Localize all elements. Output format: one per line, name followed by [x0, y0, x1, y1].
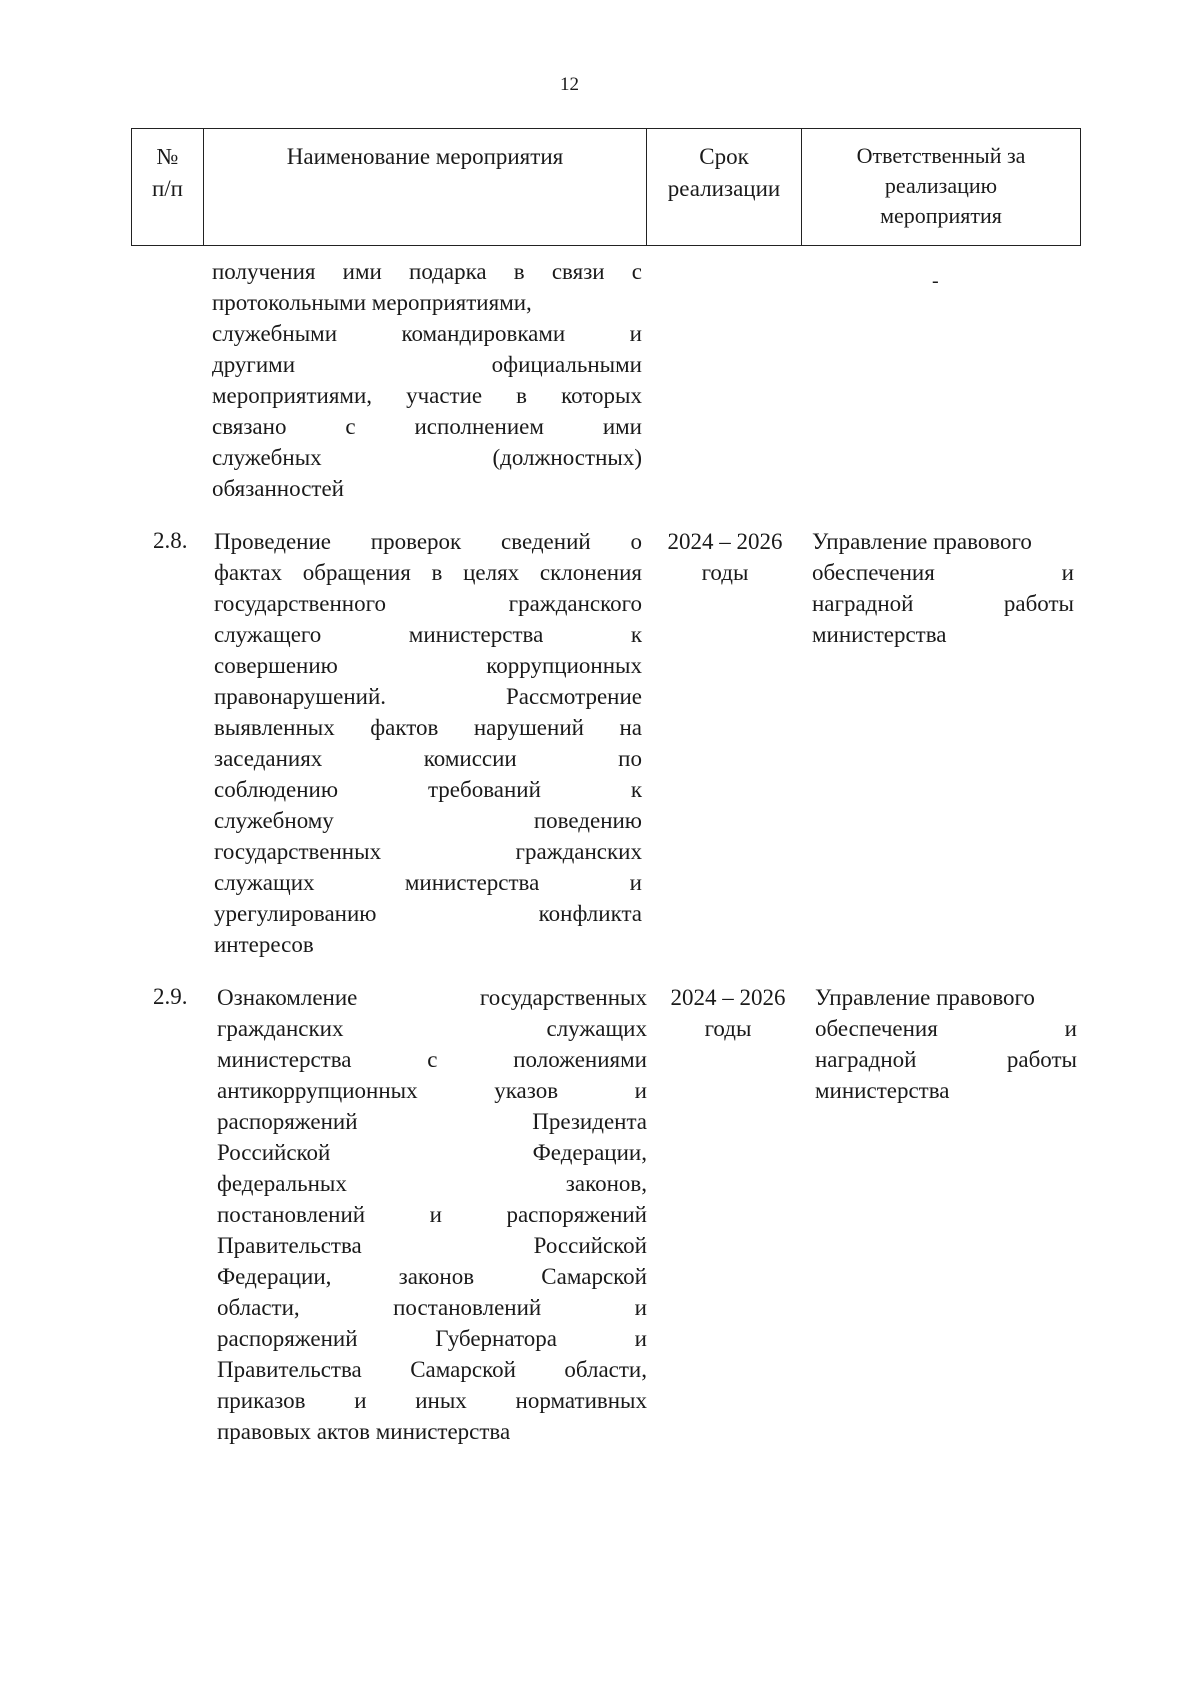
text-line: заседаниях комиссии по — [214, 746, 642, 771]
term-line: 2024 – 2026 — [670, 985, 786, 1010]
header-term-line: Срок — [699, 144, 749, 169]
text-line: Проведение проверок сведений о — [214, 529, 642, 554]
text-line: урегулированию конфликта — [214, 901, 642, 926]
header-responsible-line: мероприятия — [880, 203, 1002, 228]
resp-line: министерства — [815, 1078, 950, 1103]
text-line: области, постановлений и — [217, 1295, 647, 1320]
header-responsible — [801, 129, 1081, 245]
text-line: интересов — [214, 932, 314, 957]
text-line: служебных (должностных) — [212, 445, 642, 470]
term-line: годы — [704, 1016, 752, 1041]
row-responsible — [815, 982, 1077, 1106]
text-line: Правительства Российской — [217, 1233, 647, 1258]
text-line: выявленных фактов нарушений на — [214, 715, 642, 740]
resp-line: министерства — [812, 622, 947, 647]
text-line: Правительства Самарской области, — [217, 1357, 647, 1382]
row-responsible — [812, 526, 1074, 650]
text-line: получения ими подарка в связи с — [212, 259, 642, 284]
term-line: годы — [701, 560, 749, 585]
resp-line: наградной работы — [812, 591, 1074, 616]
text-line: служебными командировками и — [212, 321, 642, 346]
text-line: связано с исполнением ими — [212, 414, 642, 439]
text-line: служебному поведению — [214, 808, 642, 833]
text-line: обязанностей — [212, 476, 344, 501]
text-line: совершению коррупционных — [214, 653, 642, 678]
text-line: соблюдению требований к — [214, 777, 642, 802]
row-number: 2.8. — [153, 528, 188, 553]
header-term-line: реализации — [667, 176, 781, 201]
header-num-line: п/п — [151, 176, 183, 201]
text-line: фактах обращения в целях склонения — [214, 560, 642, 585]
text-line: Федерации, законов Самарской — [217, 1264, 647, 1289]
text-line: протокольными мероприятиями, — [212, 290, 532, 315]
text-line: правовых актов министерства — [217, 1419, 511, 1444]
header-num — [131, 129, 203, 245]
header-name-text: Наименование мероприятия — [286, 144, 564, 169]
row-term — [650, 526, 800, 588]
row-number: 2.9. — [153, 984, 188, 1009]
header-responsible-line: реализацию — [884, 173, 998, 198]
text-line: служащего министерства к — [214, 622, 642, 647]
header-responsible-line: Ответственный за — [856, 143, 1026, 168]
text-line: мероприятиями, участие в которых — [212, 383, 642, 408]
header-term — [646, 129, 801, 245]
term-line: 2024 – 2026 — [667, 529, 783, 554]
resp-line: обеспечения и — [815, 1016, 1077, 1041]
resp-line: Управление правового — [812, 529, 1032, 554]
text-line: другими официальными — [212, 352, 642, 377]
text-line: гражданских служащих — [217, 1016, 647, 1041]
row-name — [217, 982, 647, 1447]
header-name — [203, 129, 646, 245]
header-num-line: № — [156, 144, 179, 169]
text-line: государственных гражданских — [214, 839, 642, 864]
text-line: министерства с положениями — [217, 1047, 647, 1072]
dash-mark: - — [932, 270, 939, 292]
row-term — [653, 982, 803, 1044]
text-line: приказов и иных нормативных — [217, 1388, 647, 1413]
text-line: федеральных законов, — [217, 1171, 647, 1196]
text-line: Ознакомление государственных — [217, 985, 647, 1010]
resp-line: наградной работы — [815, 1047, 1077, 1072]
row-name — [214, 526, 642, 960]
table-header — [131, 128, 1081, 246]
continuation-text — [212, 256, 642, 504]
text-line: распоряжений Губернатора и — [217, 1326, 647, 1351]
resp-line: Управление правового — [815, 985, 1035, 1010]
text-line: Российской Федерации, — [217, 1140, 647, 1165]
text-line: распоряжений Президента — [217, 1109, 647, 1134]
text-line: государственного гражданского — [214, 591, 642, 616]
page-number: 12 — [560, 74, 579, 95]
resp-line: обеспечения и — [812, 560, 1074, 585]
text-line: постановлений и распоряжений — [217, 1202, 647, 1227]
text-line: служащих министерства и — [214, 870, 642, 895]
text-line: правонарушений. Рассмотрение — [214, 684, 642, 709]
text-line: антикоррупционных указов и — [217, 1078, 647, 1103]
